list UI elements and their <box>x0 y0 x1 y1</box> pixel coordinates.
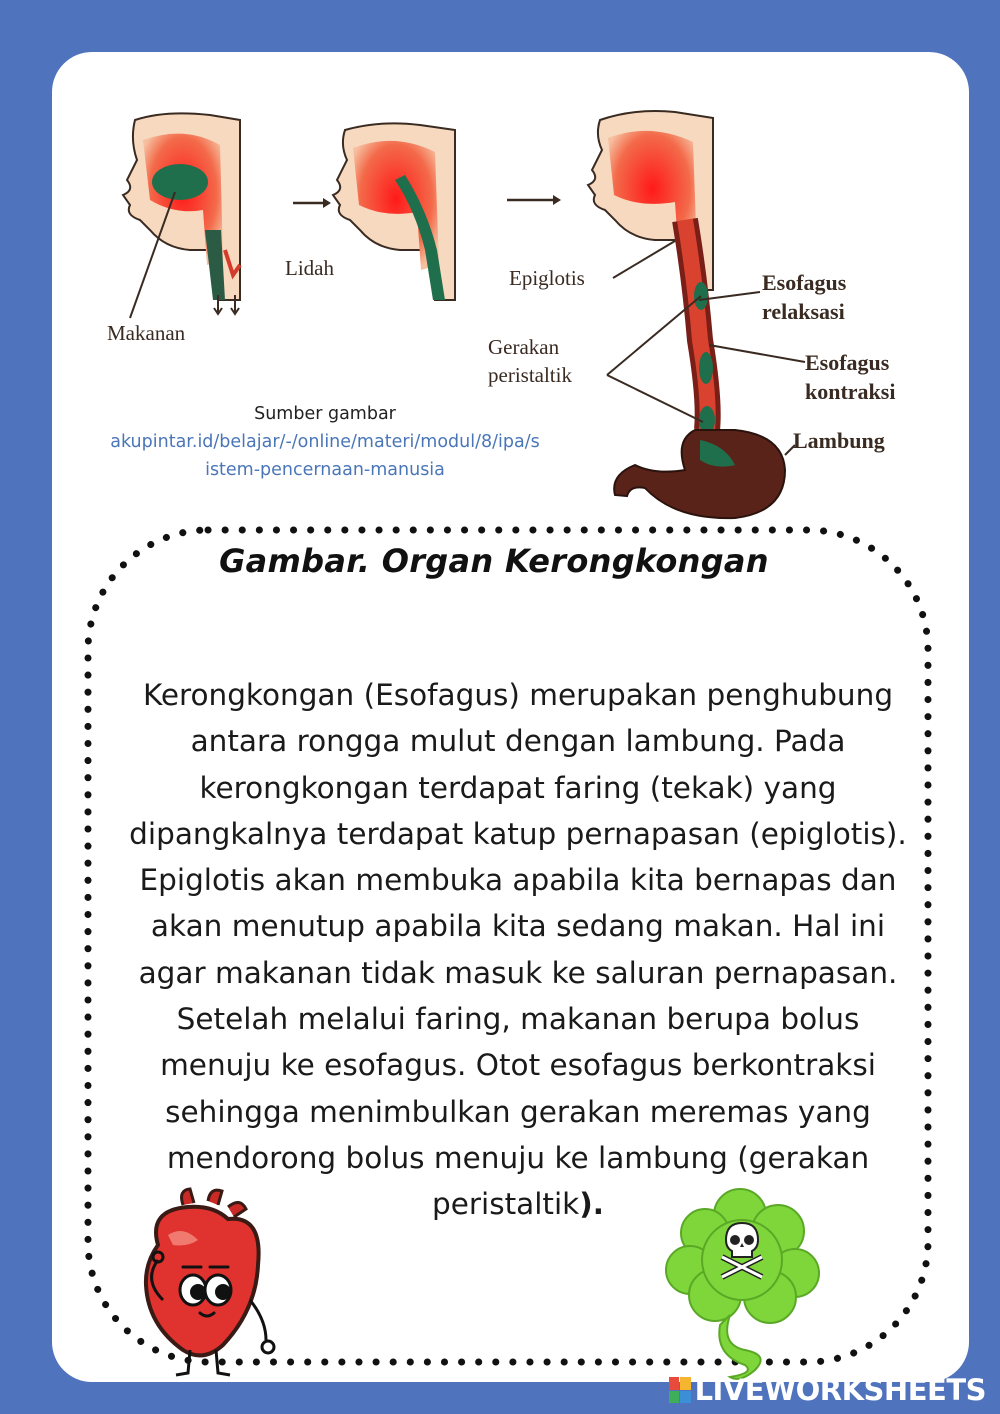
paragraph-line: Setelah melalui faring, makanan berupa bolus <box>176 1002 860 1037</box>
label-esofagus-relaksasi-1: Esofagus <box>762 270 847 295</box>
source-url-line-2[interactable]: istem-pencernaan-manusia <box>205 460 445 480</box>
label-esofagus-kontraksi-2: kontraksi <box>805 379 896 404</box>
watermark-text: LIVEWORKSHEETS <box>694 1373 986 1407</box>
label-esofagus-kontraksi-1: Esofagus <box>805 350 890 375</box>
paragraph-line: dipangkalnya terdapat katup pernapasan (epiglotis). <box>129 816 907 851</box>
paragraph-line: Kerongkongan (Esofagus) merupakan penghubung <box>142 678 894 712</box>
label-makanan: Makanan <box>107 321 186 345</box>
figure-caption: Gambar. Organ Kerongkongan <box>219 542 769 580</box>
heart-character-icon <box>128 1185 288 1385</box>
paragraph-line: kerongkongan terdapat faring (tekak) yang <box>199 770 837 805</box>
label-esofagus-relaksasi-2: relaksasi <box>762 299 845 324</box>
paragraph-line: agar makanan tidak masuk ke saluran pernapasan. <box>138 955 898 990</box>
source-url-line-1[interactable]: akupintar.id/belajar/-/online/materi/modul/8/ipa/s <box>110 432 540 452</box>
toxic-gas-skull-icon <box>660 1185 825 1385</box>
label-gerakan-2: peristaltik <box>488 363 572 387</box>
liveworksheets-watermark[interactable] <box>669 1372 986 1408</box>
paragraph-line: Epiglotis akan membuka apabila kita bernapas dan <box>139 863 897 898</box>
liveworksheets-logo-icon <box>669 1377 691 1403</box>
label-lidah: Lidah <box>285 256 334 280</box>
paragraph-line: menuju ke esofagus. Otot esofagus berkontraksi <box>160 1048 876 1083</box>
paragraph-line: antara rongga mulut dengan lambung. Pada <box>190 724 846 759</box>
label-lambung: Lambung <box>793 428 885 453</box>
paragraph-line: mendorong bolus menuju ke lambung (gerakan <box>166 1140 870 1175</box>
paragraph-closing: ). <box>579 1187 604 1222</box>
source-heading: Sumber gambar <box>254 404 396 424</box>
paragraph-last-word: peristaltik <box>432 1187 580 1222</box>
paragraph-line: akan menutup apabila kita sedang makan. Hal ini <box>150 909 886 944</box>
paragraph <box>112 672 924 1228</box>
label-epiglotis: Epiglotis <box>509 266 585 290</box>
paragraph-line: sehingga menimbulkan gerakan meremas yang <box>165 1094 871 1129</box>
label-gerakan-1: Gerakan <box>488 335 560 359</box>
